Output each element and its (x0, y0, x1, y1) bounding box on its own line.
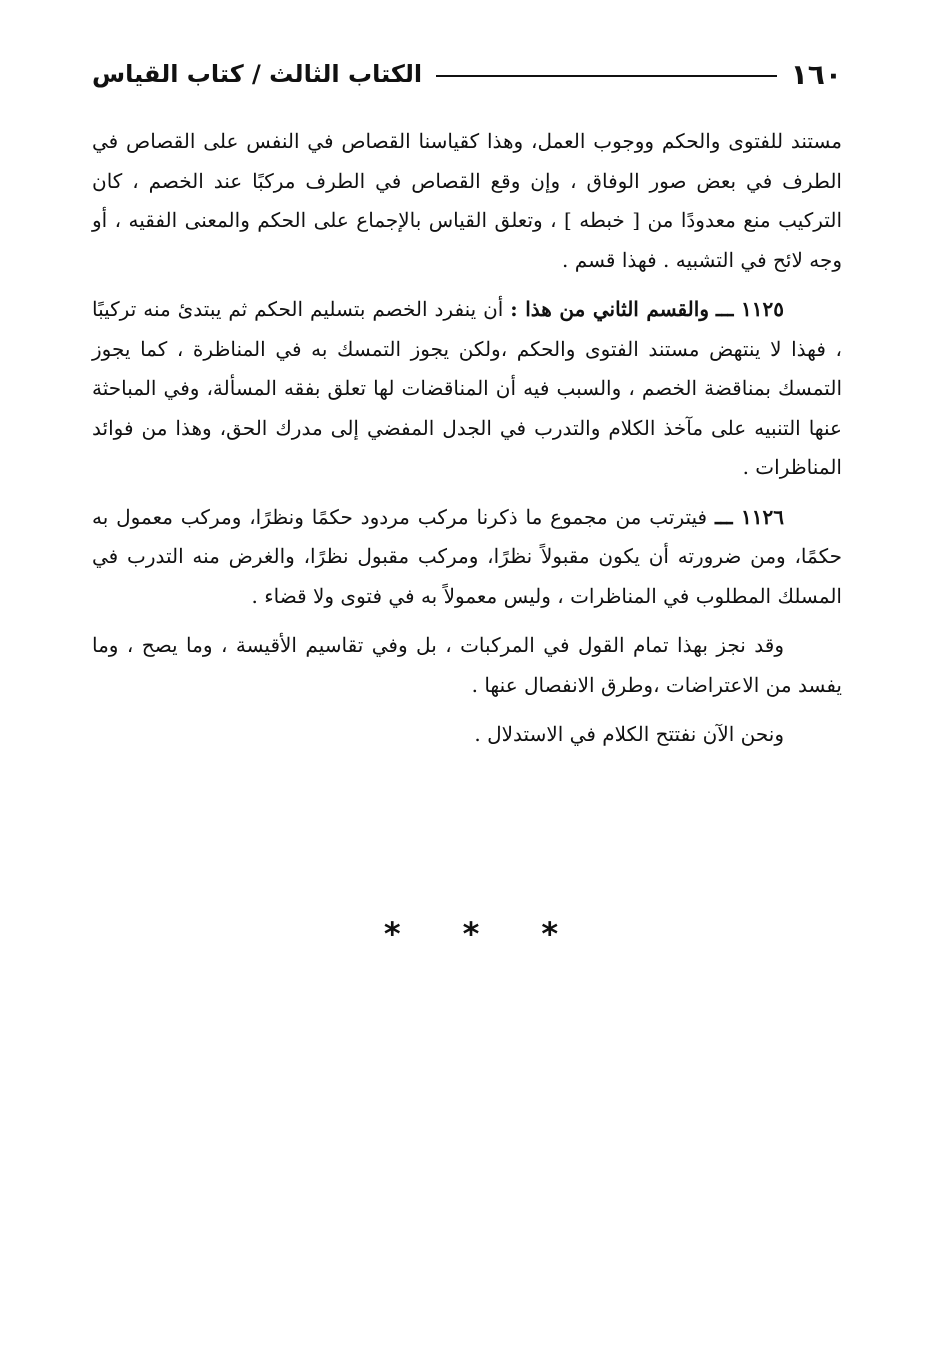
paragraph-lead: والقسم الثاني من هذا : (510, 297, 709, 321)
paragraph-text: ونحن الآن نفتتح الكلام في الاستدلال . (474, 722, 784, 746)
paragraph-text: مستند للفتوى والحكم ووجوب العمل، وهذا كقياسنا القصاص في النفس على القصاص في الطرف في بعض صور الوفاق ، وإن وقع القصاص في الطرف مركبًا عند الخصم ، كان التركيب منع معدودًا من [ خبطه ] ، وتعلق القياس بالإجماع على الحكم والمعنى الفقيه ، أو وجه لائح في التشبيه . فهذا قسم . (92, 129, 842, 272)
paragraph-continuation (92, 122, 842, 280)
paragraph-conclusion (92, 626, 842, 705)
page-number: ١٦٠ (790, 57, 842, 91)
asterisk-icon: * (462, 915, 480, 953)
section-ornament (0, 915, 942, 953)
paragraph-transition (92, 715, 842, 755)
paragraph-text: فيترتب من مجموع ما ذكرنا مركب مردود حكمًا ونظرًا، ومركب معمول به حكمًا، ومن ضرورته أن يكون مقبولاً نظرًا، ومركب مقبول نظرًا، والغرض منه التدرب في المسلك المطلوب في المناظرات ، وليس معمولاً به في فتوى ولا قضاء . (92, 504, 842, 608)
header-rule (436, 75, 777, 77)
paragraph-text: أن ينفرد الخصم بتسليم الحكم ثم يبتدئ منه تركيبًا ، فهذا لا ينتهض مستند الفتوى والحكم ،ولكن يجوز التمسك به في المناظرة ، كما يجوز التمسك بمناقضة الخصم ، والسبب فيه أن المناقضات لها تعلق بفقه المسألة، وفي المباحثة عنها التنبيه على مآخذ الكلام والتدرب في الجدل المفضي إلى مدرك الحق، وهذا من فوائد المناظرات . (92, 297, 842, 479)
running-title: الكتاب الثالث / كتاب القياس (92, 60, 423, 88)
asterisk-icon: * (541, 915, 559, 953)
paragraph-text: وقد نجز بهذا تمام القول في المركبات ، بل وفي تقاسيم الأقيسة ، وما يصح ، وما يفسد من الاعتراضات ،وطرق الانفصال عنها . (92, 633, 842, 697)
paragraph-1125 (92, 290, 842, 488)
paragraph-number: ١١٢٦ ـــ (714, 504, 784, 529)
paragraph-1126 (92, 498, 842, 617)
page-header (92, 52, 842, 96)
asterisk-icon: * (383, 915, 401, 953)
paragraph-number: ١١٢٥ ـــ (715, 297, 785, 321)
body-text (92, 122, 842, 765)
